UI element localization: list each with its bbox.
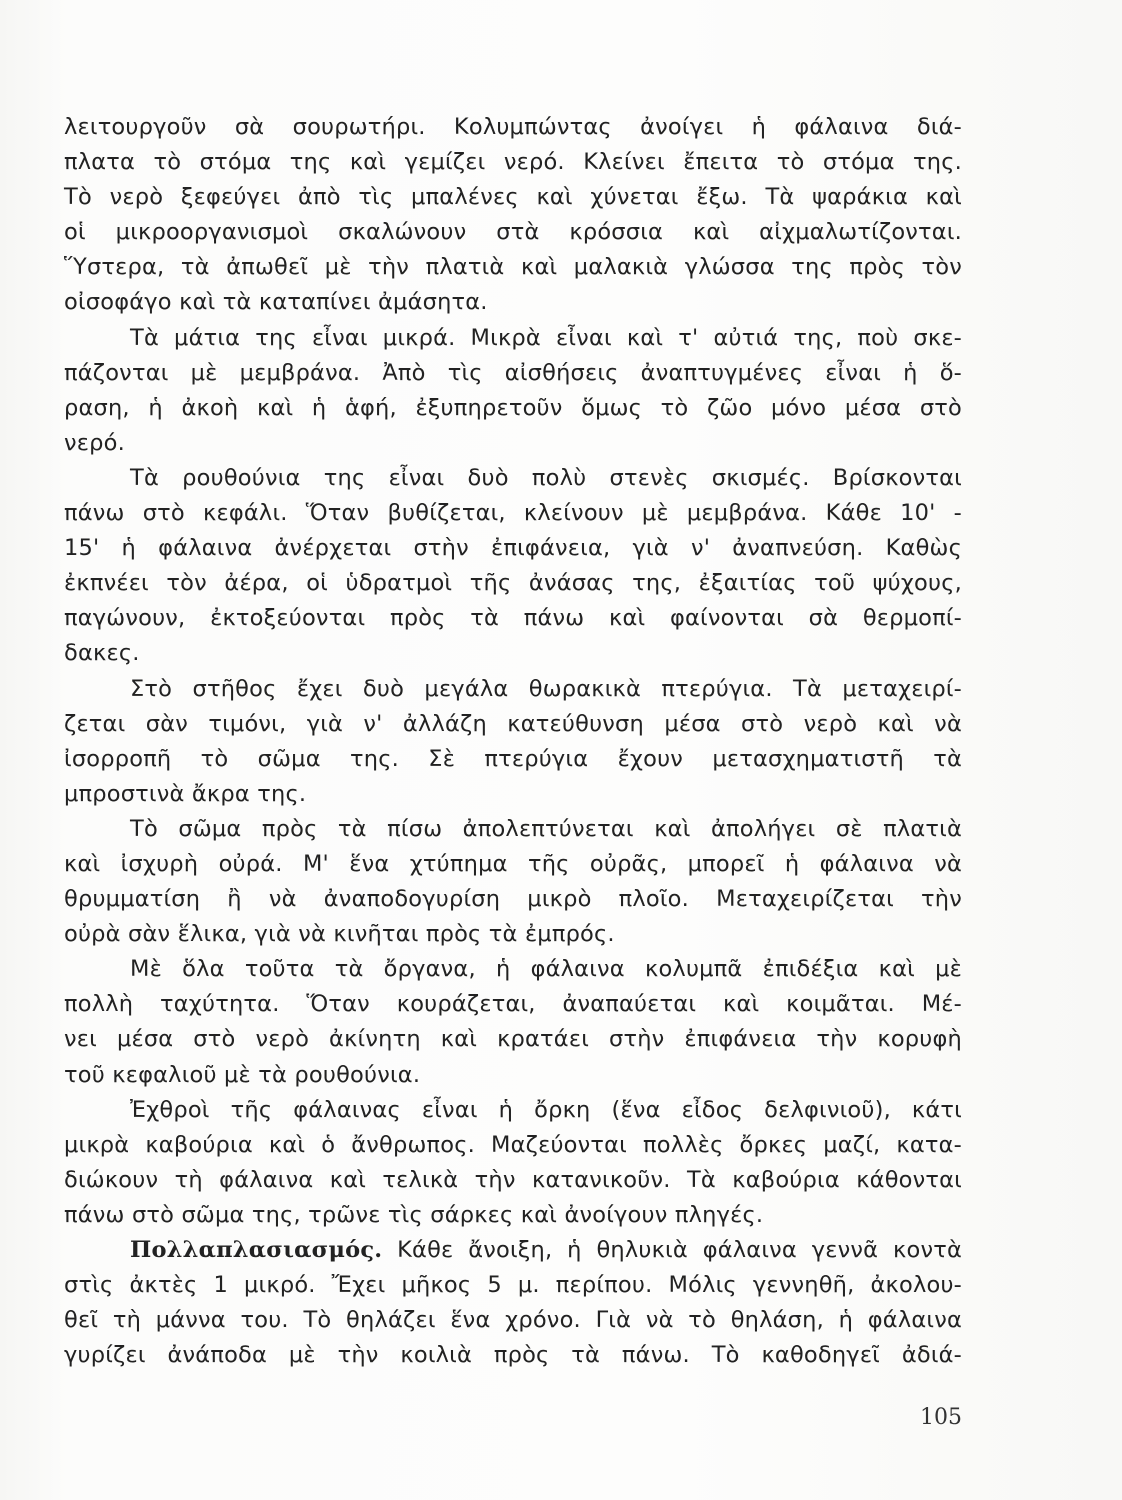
text-line: ἰσορροπῆ τὸ σῶμα της. Σὲ πτερύγια ἔχουν μετασχηματιστῆ τὰ [64, 745, 962, 772]
text-line: Τὰ ρουθούνια της εἶναι δυὸ πολὺ στενὲς σκισμές. Βρίσκονται [130, 464, 962, 491]
text-line: παγώνουν, ἐκτοξεύονται πρὸς τὰ πάνω καὶ φαίνονται σὰ θερμοπί- [64, 605, 962, 632]
text-line: ζεται σὰν τιμόνι, γιὰ ν' ἀλλάζη κατεύθυνση μέσα στὸ νερὸ καὶ νὰ [64, 710, 962, 737]
paragraph [64, 812, 962, 952]
text-line: πάζονται μὲ μεμβράνα. Ἀπὸ τὶς αἰσθήσεις ἀναπτυγμένες εἶναι ἡ ὅ- [64, 359, 962, 386]
page-number: 105 [920, 1405, 962, 1430]
text-line: πολλὴ ταχύτητα. Ὅταν κουράζεται, ἀναπαύεται καὶ κοιμᾶται. Μέ- [64, 991, 962, 1018]
text-line: μπροστινὰ ἄκρα της. [64, 780, 307, 807]
paragraph [64, 110, 962, 321]
text-line: δακες. [64, 640, 140, 667]
text-line: οὐρὰ σὰν ἕλικα, γιὰ νὰ κινῆται πρὸς τὰ ἐμπρός. [64, 921, 615, 948]
text-line: μικρὰ καβούρια καὶ ὁ ἄνθρωπος. Μαζεύονται πολλὲς ὄρκες μαζί, κατα- [64, 1131, 962, 1158]
text-line: ἐκπνέει τὸν ἀέρα, οἱ ὑδρατμοὶ τῆς ἀνάσας της, ἐξαιτίας τοῦ ψύχους, [64, 570, 962, 597]
heading-line-text: Κάθε ἄνοιξη, ἡ θηλυκιὰ φάλαινα γεννᾶ κοντὰ [382, 1237, 962, 1263]
paragraph [64, 952, 962, 1092]
text-line: πάνω στὸ σῶμα της, τρῶνε τὶς σάρκες καὶ ἀνοίγουν πληγές. [64, 1201, 764, 1228]
text-line: γυρίζει ἀνάποδα μὲ τὴν κοιλιὰ πρὸς τὰ πάνω. Τὸ καθοδηγεῖ ἀδιά- [64, 1342, 962, 1369]
text-line: Μὲ ὅλα τοῦτα τὰ ὄργανα, ἡ φάλαινα κολυμπᾶ ἐπιδέξια καὶ μὲ [130, 956, 962, 983]
paragraph [64, 1233, 962, 1373]
body-text [64, 110, 962, 1373]
paragraph [64, 461, 962, 672]
text-line: νερό. [64, 429, 125, 456]
text-line: τοῦ κεφαλιοῦ μὲ τὰ ρουθούνια. [64, 1061, 421, 1088]
text-line: οἰσοφάγο καὶ τὰ καταπίνει ἀμάσητα. [64, 289, 488, 316]
text-line: Τὰ μάτια της εἶναι μικρά. Μικρὰ εἶναι καὶ τ' αὐτιά της, ποὺ σκε- [130, 324, 962, 351]
text-line [64, 1233, 962, 1268]
text-line: στὶς ἀκτὲς 1 μικρό. Ἔχει μῆκος 5 μ. περίπου. Μόλις γεννηθῆ, ἀκολου- [64, 1272, 962, 1299]
text-line: λειτουργοῦν σὰ σουρωτήρι. Κολυμπώντας ἀνοίγει ἡ φάλαινα διά- [64, 114, 962, 140]
text-line: πάνω στὸ κεφάλι. Ὅταν βυθίζεται, κλείνουν μὲ μεμβράνα. Κάθε 10' - [64, 500, 962, 527]
section-heading: Πολλαπλασιασμός. [130, 1237, 383, 1263]
paragraph [64, 1093, 962, 1233]
text-line: ραση, ἡ ἀκοὴ καὶ ἡ ἁφή, ἐξυπηρετοῦν ὅμως τὸ ζῶο μόνο μέσα στὸ [64, 394, 962, 421]
text-line: Ἐχθροὶ τῆς φάλαινας εἶναι ἡ ὄρκη (ἕνα εἶδος δελφινιοῦ), κάτι [130, 1096, 962, 1123]
paragraph [64, 672, 962, 812]
text-line: νει μέσα στὸ νερὸ ἀκίνητη καὶ κρατάει στὴν ἐπιφάνεια τὴν κορυφὴ [64, 1026, 962, 1053]
text-line: θεῖ τὴ μάννα του. Τὸ θηλάζει ἕνα χρόνο. Γιὰ νὰ τὸ θηλάση, ἡ φάλαινα [64, 1307, 962, 1334]
text-line: διώκουν τὴ φάλαινα καὶ τελικὰ τὴν κατανικοῦν. Τὰ καβούρια κάθονται [64, 1166, 962, 1193]
text-line: 15' ἡ φάλαινα ἀνέρχεται στὴν ἐπιφάνεια, γιὰ ν' ἀναπνεύση. Καθὼς [64, 535, 962, 562]
text-line: θρυμματίση ἢ νὰ ἀναποδογυρίση μικρὸ πλοῖο. Μεταχειρίζεται τὴν [64, 886, 962, 913]
text-line: Τὸ σῶμα πρὸς τὰ πίσω ἀπολεπτύνεται καὶ ἀπολήγει σὲ πλατιὰ [130, 815, 962, 842]
text-line: καὶ ἰσχυρὴ οὐρά. Μ' ἕνα χτύπημα τῆς οὐρᾶς, μπορεῖ ἡ φάλαινα νὰ [64, 850, 962, 877]
text-line: Ὕστερα, τὰ ἀπωθεῖ μὲ τὴν πλατιὰ καὶ μαλακιὰ γλώσσα της πρὸς τὸν [64, 254, 962, 281]
text-line: Τὸ νερὸ ξεφεύγει ἀπὸ τὶς μπαλένες καὶ χύνεται ἔξω. Τὰ ψαράκια καὶ [64, 184, 962, 211]
text-line: πλατα τὸ στόμα της καὶ γεμίζει νερό. Κλείνει ἔπειτα τὸ στόμα της. [64, 149, 962, 176]
text-line: Στὸ στῆθος ἔχει δυὸ μεγάλα θωρακικὰ πτερύγια. Τὰ μεταχειρί- [130, 675, 962, 702]
paragraph [64, 321, 962, 461]
text-line: οἱ μικροοργανισμοὶ σκαλώνουν στὰ κρόσσια καὶ αἰχμαλωτίζονται. [64, 219, 962, 246]
